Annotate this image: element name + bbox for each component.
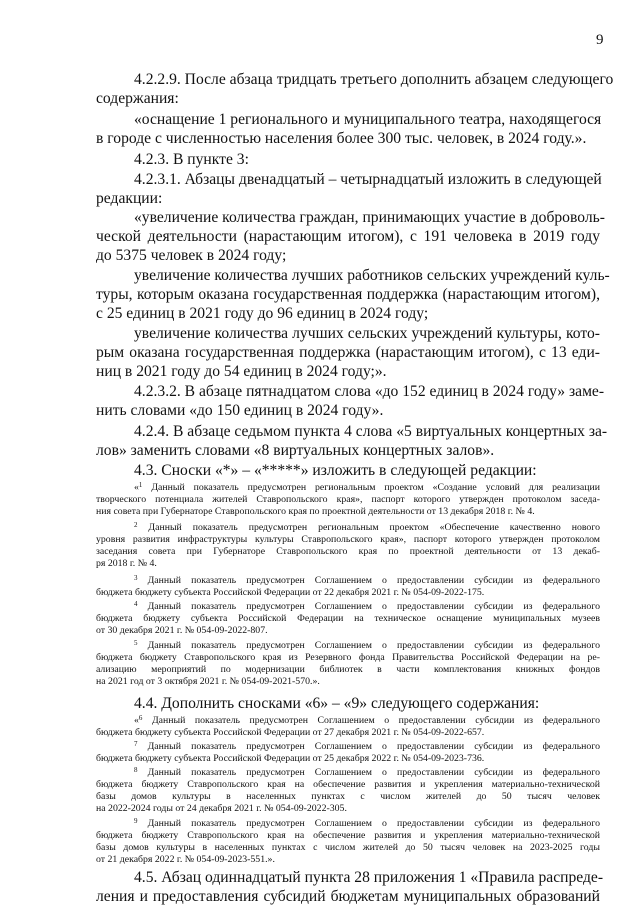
paragraph-workers — [96, 266, 610, 323]
text-line: $^9$ Данный показатель предусмотрен Соглашением о предоставлении субсидии из федерального — [134, 817, 600, 829]
paragraph-4-2-3-2 — [96, 382, 605, 420]
text-line: базы домов культуры в населенных пунктах с числом жителей до 50 тысяч человек — [96, 791, 600, 802]
paragraph-4-5 — [96, 868, 604, 906]
paragraph-4-2-3-1 — [96, 170, 600, 208]
text-line: ления и предоставления субсидий бюджетам муниципальных образований — [96, 888, 600, 905]
footnote-3 — [96, 575, 600, 599]
text-line: творческого потенциала жителей Ставропольского края», паспорт которого утвержден протоколом заседа- — [96, 494, 600, 505]
text-line: бюджета бюджету субъекта Российской Федерации на техническое оснащение муниципальных музеев — [96, 613, 600, 624]
text-line: «оснащение 1 регионального и муниципального театра, находящегося — [134, 111, 602, 128]
text-line: бюджета бюджету субъекта Российской Федерации от 25 декабря 2022 г. № 054-09-2023-736. — [96, 753, 485, 764]
paragraph-4-2-2-9 — [96, 70, 614, 108]
text-line: 4.5. Абзац одиннадцатый пункта 28 приложения 1 «Правила распреде- — [134, 869, 604, 886]
text-line: $^4$ Данный показатель предусмотрен Соглашением о предоставлении субсидии из федерального — [134, 600, 600, 612]
text-line: $^3$ Данный показатель предусмотрен Соглашением о предоставлении субсидии из федерального — [134, 574, 600, 586]
text-line: бюджета бюджету Ставропольского края на обеспечение развития и укрепления материально-технической — [96, 830, 600, 841]
footnote-mark: 1 — [138, 481, 143, 489]
footnote-8 — [96, 767, 600, 815]
text-line: 4.2.3.2. В абзаце пятнадцатом слова «до 152 единиц в 2024 году» заме- — [134, 383, 605, 400]
text-line: до 5375 человек в 2024 году; — [96, 247, 287, 264]
text-line: 4.2.3.1. Абзацы двенадцатый – четырнадцатый изложить в следующей — [134, 171, 602, 188]
text-line: $^5$ Данный показатель предусмотрен Соглашением о предоставлении субсидии из федерального — [134, 639, 600, 651]
text-line: редакции: — [96, 190, 163, 207]
text-line: «$^1$ Данный показатель предусмотрен региональным проектом «Создание условий для реализации — [134, 481, 600, 493]
paragraph-institutions — [96, 324, 600, 381]
text-line: 4.4. Дополнить сносками «6» – «9» следующего содержания: — [134, 695, 540, 712]
text-line: ния совета при Губернаторе Ставропольского края по проектной деятельности от 13 декабря 2018 г. № 4. — [96, 506, 535, 517]
footnote-6 — [96, 715, 600, 739]
footnote-4 — [96, 601, 600, 637]
text-line: «$^6$ Данный показатель предусмотрен Соглашением о предоставлении субсидии из федерального — [134, 714, 600, 726]
footnote-7 — [96, 741, 600, 765]
text-line: увеличение количества лучших сельских учреждений культуры, кото- — [134, 325, 600, 342]
footnote-mark: 2 — [134, 521, 138, 529]
text-line: 4.2.3. В пункте 3: — [134, 151, 249, 168]
footnote-2 — [96, 522, 600, 570]
text-line: ря 2018 г. № 4. — [96, 558, 157, 569]
paragraph-4-2-4 — [96, 422, 608, 460]
footnote-1 — [96, 482, 600, 518]
text-line: бюджета бюджету Ставропольского края на обеспечение развития и укрепления материально-технической — [96, 779, 600, 790]
text-line: ниц в 2021 году до 54 единиц в 2024 году;». — [96, 363, 387, 380]
text-line: 4.2.4. В абзаце седьмом пункта 4 слова «5 виртуальных концертных за- — [134, 423, 608, 440]
footnote-mark: 3 — [134, 574, 138, 582]
footnote-9 — [96, 818, 600, 866]
text-line: рым оказана государственная поддержка (нарастающим итогом), с 13 еди- — [96, 344, 600, 361]
footnote-open-quote: « — [134, 482, 139, 493]
text-line: $^2$ Данный показатель предусмотрен региональным проектом «Обеспечение качественно нового — [134, 521, 600, 533]
paragraph-quote-theatre — [96, 110, 600, 148]
footnote-mark: 6 — [138, 714, 143, 722]
page-number: 9 — [596, 32, 604, 48]
text-line: туры, которым оказана государственная поддержка (нарастающим итогом), — [96, 286, 600, 303]
text-line: 4.3. Сноски «*» – «*****» изложить в следующей редакции: — [134, 462, 537, 479]
footnote-5 — [96, 640, 600, 688]
text-line: нить словами «до 150 единиц в 2024 году». — [96, 402, 384, 419]
text-line: уровня развития инфраструктуры культуры Ставропольского края», паспорт которого утвержден протоколом — [96, 534, 600, 545]
text-line: заседания совета при Губернаторе Ставропольского края по проектной деятельности от 13 декаб- — [96, 546, 600, 557]
footnote-open-quote: « — [134, 715, 139, 726]
footnote-mark: 4 — [134, 600, 138, 608]
text-line: в городе с численностью населения более 300 тыс. человек, в 2024 году.». — [96, 130, 587, 147]
text-line: $^8$ Данный показатель предусмотрен Соглашением о предоставлении субсидии из федерального — [134, 766, 600, 778]
text-line: «увеличение количества граждан, принимающих участие в доброволь- — [134, 209, 605, 226]
text-line: ализацию мероприятий по модернизации библиотек в части комплектования книжных фондов — [96, 664, 600, 675]
paragraph-4-2-3 — [96, 150, 600, 169]
text-line: ческой деятельности (нарастающим итогом), с 191 человека в 2019 году — [96, 228, 600, 245]
text-line: $^7$ Данный показатель предусмотрен Соглашением о предоставлении субсидии из федерального — [134, 740, 600, 752]
paragraph-4-4 — [96, 694, 600, 713]
text-line: от 21 декабря 2022 г. № 054-09-2023-551.». — [96, 854, 275, 865]
text-line: базы домов культуры в населенных пунктах с числом жителей до 50 тысяч человек на 2023-2025 годы — [96, 842, 600, 853]
text-line: бюджета бюджету субъекта Российской Федерации от 27 декабря 2021 г. № 054-09-2022-657. — [96, 727, 485, 738]
text-line: на 2021 год от 3 октября 2021 г. № 054-09-2021-570.». — [96, 676, 320, 687]
text-line: бюджета бюджету субъекта Российской Федерации от 22 декабря 2021 г. № 054-09-2022-175. — [96, 587, 485, 598]
paragraph-4-3 — [96, 461, 600, 480]
footnote-mark: 7 — [134, 740, 138, 748]
footnote-mark: 8 — [134, 766, 138, 774]
text-line: увеличение количества лучших работников сельских учреждений куль- — [134, 267, 610, 284]
paragraph-volunteers — [96, 208, 605, 265]
footnote-mark: 5 — [134, 639, 138, 647]
text-line: от 30 декабря 2021 г. № 054-09-2022-807. — [96, 625, 268, 636]
text-line: лов» заменить словами «8 виртуальных концертных залов». — [96, 442, 495, 459]
text-line: содержания: — [96, 90, 179, 107]
text-line: с 25 единиц в 2021 году до 96 единиц в 2024 году; — [96, 305, 429, 322]
text-line: бюджета бюджету Ставропольского края из Резервного фонда Правительства Российской Федерации на ре- — [96, 652, 600, 663]
footnote-mark: 9 — [134, 817, 138, 825]
text-line: 4.2.2.9. После абзаца тридцать третьего дополнить абзацем следующего — [134, 71, 614, 88]
text-line: на 2022-2024 годы от 24 декабря 2021 г. № 054-09-2022-305. — [96, 803, 347, 814]
